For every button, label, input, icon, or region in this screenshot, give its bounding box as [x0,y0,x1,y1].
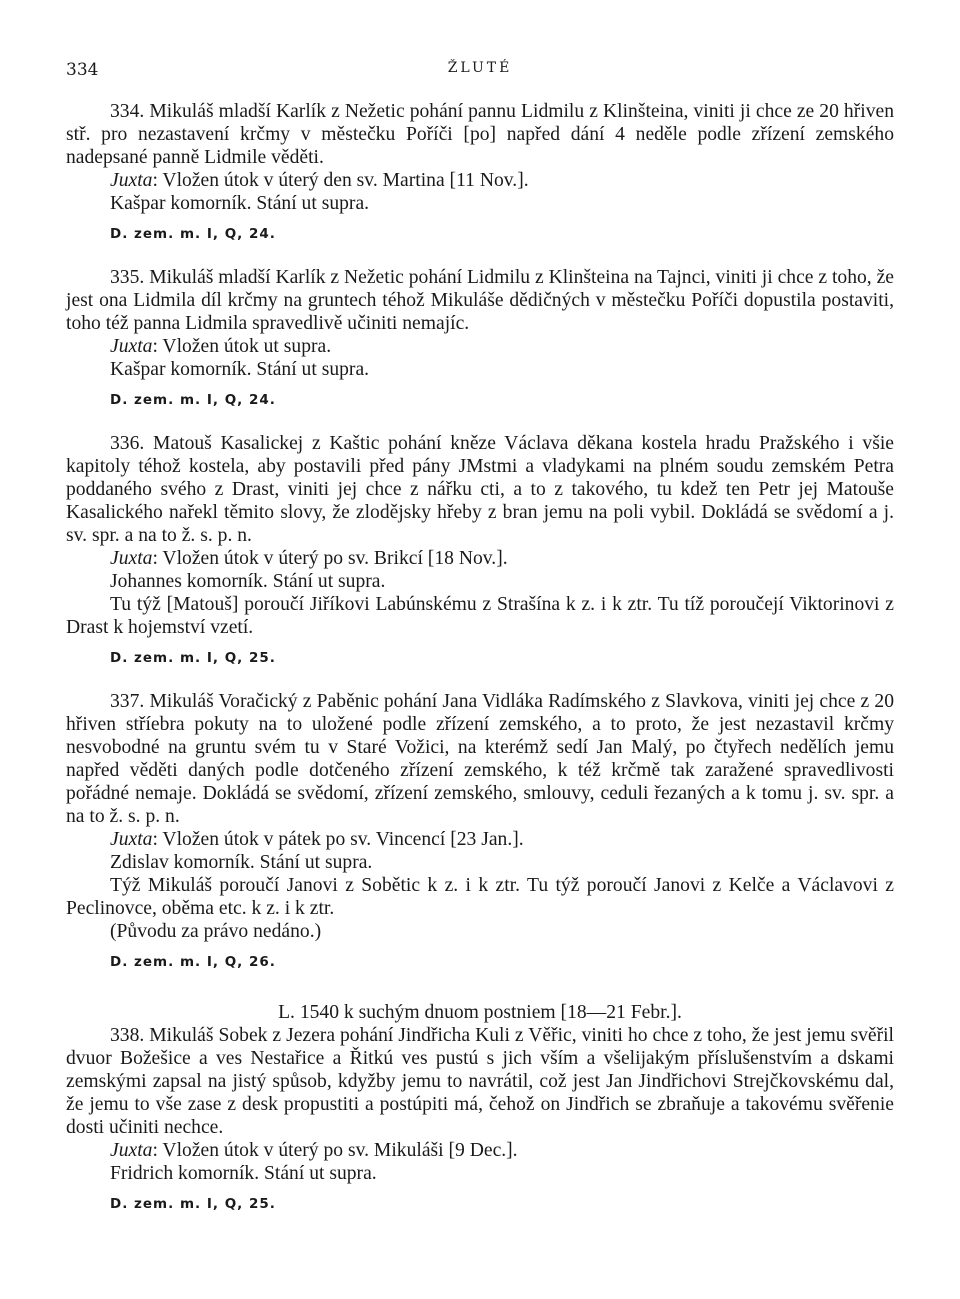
document-body [66,100,894,1236]
source-reference: D. zem. m. I, Q, 25. [110,650,276,666]
juxta-text: : Vložen útok v pátek po sv. Vincencí [23 Jan.]. [152,829,524,850]
chamberlain-line: Kašpar komorník. Stání ut supra. [110,359,370,380]
chamberlain-line: Fridrich komorník. Stání ut supra. [110,1163,377,1184]
entry-337 [66,690,894,973]
entry-text: 338. Mikuláš Sobek z Jezera pohání Jindřicha Kuli z Věřic, viniti ho chce z toho, že jest jemu svěřil dvuor Božešice a ves Nestařice a Řitkú ves pustú s jich vším a všelijakým příslušenstvím a dskami zemskými zapsal na jistý spůsob, kdyžby jemu to navrátil, což jest Jan Jindřichovi Strejčkovskému dal, že jemu to vše zase z desk propustiti a postúpiti má, čehož on Jindřich se zbraňuje a takovému svěřenie dosti učiniti nechce. [66,1025,894,1138]
juxta-text: : Vložen útok v úterý den sv. Martina [11 Nov.]. [152,170,529,191]
juxta-label: Juxta [110,170,153,191]
entry-note: Týž Mikuláš poroučí Janovi z Sobětic k z. i k ztr. Tu týž poroučí Janovi z Kelče a Václavovi z Peclinovce, oběma etc. k z. i k ztr. [66,875,894,919]
page-header [66,60,894,84]
juxta-label: Juxta [110,336,153,357]
entry-text: 335. Mikuláš mladší Karlík z Nežetic pohání Lidmilu z Klinšteina na Tajnci, viniti ji chce z toho, že jest ona Lidmila díl krčmy na gruntech téhož Mikuláše dědičných v městečku Poříči dopustila postaviti, toho též panna Lidmila spravedlivě učiniti nemajíc. [66,267,894,334]
chamberlain-line: Zdislav komorník. Stání ut supra. [110,852,373,873]
entry-334 [66,100,894,245]
juxta-line [66,1139,894,1162]
juxta-line [66,828,894,851]
entry-note: Tu týž [Matouš] poroučí Jiříkovi Labúnskému z Strašína k z. i k ztr. Tu tíž poroučejí Viktorinovi z Drast k hojemství vzetí. [66,594,894,638]
juxta-line [66,335,894,358]
entry-text: 334. Mikuláš mladší Karlík z Nežetic pohání pannu Lidmilu z Klinšteina, viniti ji chce ze 20 hřiven stř. pro nezastavení krčmy v městečku Poříči [po] napřed dání 4 neděle podle zřízení zemského nadepsané panně Lidmile věděti. [66,101,894,168]
source-reference: D. zem. m. I, Q, 25. [110,1196,276,1212]
entry-text: 337. Mikuláš Voračický z Paběnic pohání Jana Vidláka Radímského z Slavkova, viniti jej chce z 20 hřiven stříebra pokuty na to uložené podle zřízení zemského, a to proto, že jest nezastavil krčmy nesvobodné na gruntu svém tu v Staré Vožici, na kterémž sedí Jan Malý, po čtyřech nedělích jemu napřed věděti daných podle dotčeného zřízení zemského, k též krčmě tak zaražené spravedlivosti pořádné nemaje. Dokládá se svědomí, zřízení zemského, smlouvy, ceduli řezaných a k tomu j. sv. spr. a na to ž. s. p. n. [66,691,894,827]
entry-338 [66,1001,894,1215]
entry-335 [66,266,894,411]
juxta-text: : Vložen útok v úterý po sv. Mikuláši [9 Dec.]. [152,1140,518,1161]
entry-336 [66,432,894,669]
source-reference: D. zem. m. I, Q, 24. [110,226,276,242]
source-reference: D. zem. m. I, Q, 26. [110,954,276,970]
juxta-label: Juxta [110,829,153,850]
juxta-text: : Vložen útok ut supra. [152,336,332,357]
year-heading: L. 1540 k suchým dnuom postniem [18—21 Febr.]. [278,1002,682,1023]
juxta-label: Juxta [110,1140,153,1161]
chamberlain-line: Kašpar komorník. Stání ut supra. [110,193,370,214]
juxta-label: Juxta [110,548,153,569]
chamberlain-line: Johannes komorník. Stání ut supra. [110,571,386,592]
juxta-text: : Vložen útok v úterý po sv. Brikcí [18 Nov.]. [152,548,508,569]
page-number: 334 [66,60,99,80]
juxta-line [66,547,894,570]
juxta-line [66,169,894,192]
running-title: ŽLUTÉ [447,60,513,76]
source-reference: D. zem. m. I, Q, 24. [110,392,276,408]
entry-text: 336. Matouš Kasalickej z Kaštic pohání kněze Václava děkana kostela hradu Pražského i všie kapitoly téhož kostela, aby postavili před pány JMstmi a vladykami na plném soudu zemském Petra poddaného svého z Drast, viniti jej chce z nářku cti, a to z takového, tu kdež ten Petr jej Matouše Kasalického nařekl těmito slovy, že zlodějsky hřeby z bran jemu na poli vybil. Dokládá se svědomí a j. sv. spr. a na to ž. s. p. n. [66,433,894,546]
entry-remark: (Původu za právo nedáno.) [110,921,322,942]
